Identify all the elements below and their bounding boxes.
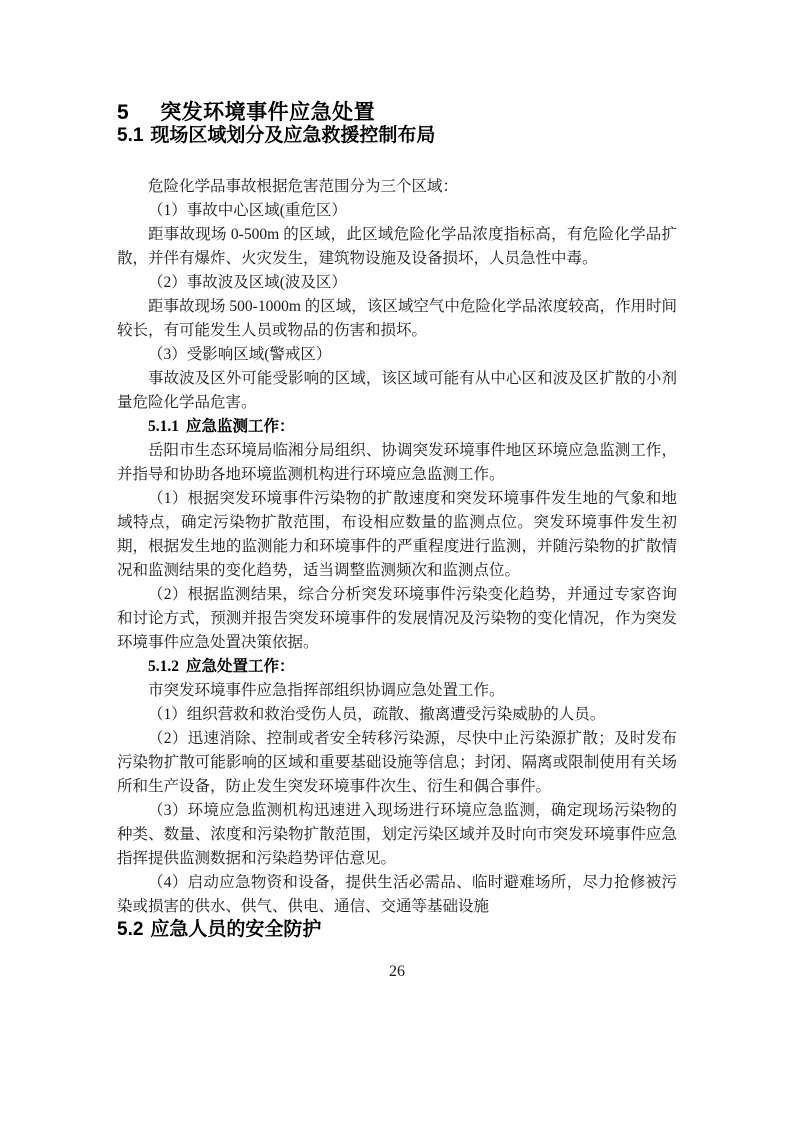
section-5-1-number: 5.1: [117, 125, 144, 146]
paragraph: 市突发环境事件应急指挥部组织协调应急处置工作。: [148, 682, 505, 699]
section-heading-5-2: [117, 919, 677, 941]
chapter-number: 5: [117, 101, 130, 124]
paragraph: 岳阳市生态环境局临湘分局组织、协调突发环境事件地区环境应急监测工作，并指导和协助各地环境监测机构进行环境应急监测工作。: [117, 442, 677, 483]
page-number: 26: [389, 963, 405, 980]
subsection-5-1-1-number: 5.1.1: [148, 418, 179, 435]
subsection-heading-5-1-1: [117, 415, 677, 439]
body-text: [117, 175, 677, 919]
section-5-1-title: 现场区域划分及应急救援控制布局: [150, 125, 436, 146]
section-5-2-title: 应急人员的安全防护: [150, 919, 322, 940]
paragraph: （1）组织营救和救治受伤人员，疏散、撤离遭受污染威胁的人员。: [148, 706, 606, 723]
subsection-heading-5-1-2: [117, 655, 677, 679]
list-item-2-heading: （2）事故波及区域(波及区）: [148, 274, 347, 291]
paragraph: （2）根据监测结果，综合分析突发环境事件污染变化趋势，并通过专家咨询和讨论方式，预测并报告突发环境事件的发展情况及污染物的变化情况，作为突发环境事件应急处置决策依据。: [117, 586, 677, 651]
chapter-heading: [117, 0, 677, 125]
chapter-title: 突发环境事件应急处置: [160, 101, 376, 124]
paragraph: 危险化学品事故根据危害范围分为三个区域：: [148, 178, 459, 195]
subsection-5-1-2-number: 5.1.2: [148, 658, 179, 675]
subsection-5-1-2-title: 应急处置工作：: [185, 658, 295, 675]
paragraph: 事故波及区外可能受影响的区域，该区域可能有从中心区和波及区扩散的小剂量危险化学品危害。: [117, 370, 677, 411]
list-item-1-heading: （1）事故中心区域(重危区）: [148, 202, 347, 219]
paragraph: 距事故现场 0-500m 的区域，此区域危险化学品浓度指标高，有危险化学品扩散，并伴有爆炸、火灾发生，建筑物设施及设备损坏，人员急性中毒。: [117, 226, 677, 267]
paragraph: （4）启动应急物资和设备，提供生活必需品、临时避难场所，尽力抢修被污染或损害的供水、供气、供电、通信、交通等基础设施: [117, 874, 677, 915]
list-item-3-heading: （3）受影响区域(警戒区）: [148, 346, 332, 363]
section-5-2-number: 5.2: [117, 919, 144, 940]
section-heading-5-1: [117, 125, 677, 147]
paragraph: （3）环境应急监测机构迅速进入现场进行环境应急监测，确定现场污染物的种类、数量、浓度和污染物扩散范围，划定污染区域并及时向市突发环境事件应急指挥提供监测数据和污染趋势评估意见。: [117, 802, 677, 867]
paragraph: （1）根据突发环境事件污染物的扩散速度和突发环境事件发生地的气象和地域特点，确定污染物扩散范围，布设相应数量的监测点位。突发环境事件发生初期，根据发生地的监测能力和环境事件的严重程度进行监测，并随污染物的扩散情况和监测结果的变化趋势，适当调整监测频次和监测点位。: [117, 490, 677, 579]
subsection-5-1-1-title: 应急监测工作：: [185, 418, 295, 435]
paragraph: 距事故现场 500-1000m 的区域，该区域空气中危险化学品浓度较高，作用时间较长，有可能发生人员或物品的伤害和损坏。: [117, 298, 677, 339]
paragraph: （2）迅速消除、控制或者安全转移污染源，尽快中止污染源扩散；及时发布污染物扩散可能影响的区域和重要基础设施等信息；封闭、隔离或限制使用有关场所和生产设备，防止发生突发环境事件次生、衍生和偶合事件。: [117, 730, 677, 795]
